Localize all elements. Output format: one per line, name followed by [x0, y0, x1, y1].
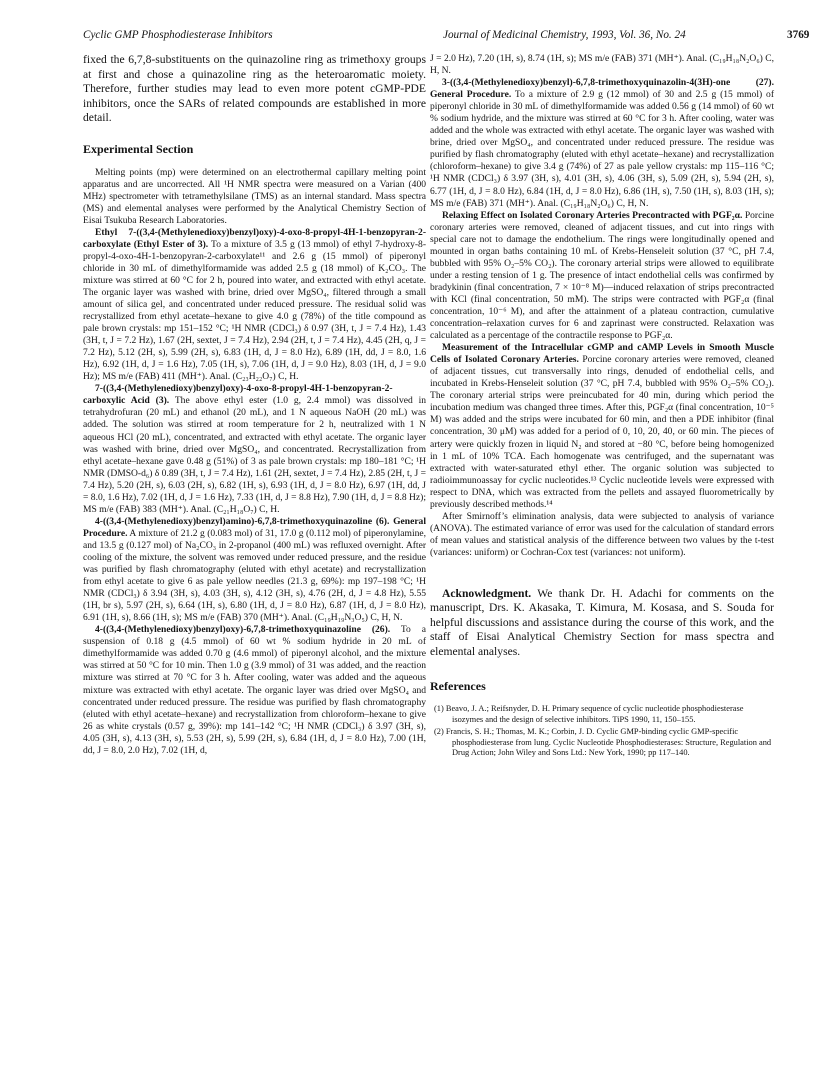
procedure-title: Ethyl 7-((3,4-(Methylenedioxy)benzyl)oxy)-4-oxo-8-propyl-4H-1-benzopyran-2-carboxylate (Ethyl Ester of 3).	[83, 226, 426, 250]
acknowledgment-paragraph	[430, 587, 774, 659]
procedure-body: A mixture of 21.2 g (0.083 mol) of 31, 17.0 g (0.112 mol) of piperonylamine, and 13.5 g (0.127 mol) of Na₂CO₃ in 2-propanol (400 mL) was refluxed overnight. After cooling of the mixture, the solvent was removed under reduced pressure, and the residue was purified by flash chromatography (eluted with ethyl acetate) and recrystallization from ethyl acetate to give 6 as pale yellow needles (21.3 g, 69%): mp 197–198 °C; ¹H NMR (CDCl₃) δ 3.94 (3H, s), 4.03 (3H, s), 4.12 (3H, s), 4.76 (2H, d, J = 4.8 Hz), 5.55 (1H, br s), 5.97 (2H, s), 6.64 (1H, s), 6.80 (1H, d, J = 8.0 Hz), 6.87 (1H, d, J = 8.0 Hz), 6.91 (1H, s), 8.66 (1H, s); MS m/e (FAB) 370 (MH⁺). Anal. (C₁₉H₁₉N₃O₅) C, H, N.	[83, 527, 426, 624]
procedure-quinazoline-26	[83, 624, 426, 757]
statistics-paragraph: After Smirnoff’s elimination analysis, data were subjected to analysis of variance (ANOVA). The estimated variance of error was used for the calculation of standard errors of mean values and statistical analysis of the difference between two values by the t-test (variances: uniform) or Cochran-Cox test (variances: not uniform).	[430, 510, 774, 558]
procedure-body: The above ethyl ester (1.0 g, 2.4 mmol) was dissolved in tetrahydrofuran (20 mL) and ethanol (20 mL), and 1 N aqueous NaOH (20 mL) was added. The solution was stirred at room temperature for 2 h, neutralized with 1 N aqueous HCl (20 mL), concentrated, and extracted with ethyl acetate. The organic layer was washed with brine, dried over MgSO₄, and concentrated. Recrystallization from ethyl acetate–hexane gave 0.48 g (51%) of 3 as pale brown crystals: mp 180–181 °C; ¹H NMR (DMSO-d₆) δ 0.89 (3H, t, J = 7.4 Hz), 1.61 (2H, sextet, J = 7.4 Hz), 2.85 (2H, t, J = 7.4 Hz), 5.20 (2H, s), 6.03 (2H, s), 6.82 (1H, s), 6.93 (1H, d, J = 8.0 Hz), 6.97 (1H, dd, J = 8.0, 1.6 Hz), 7.02 (1H, d, J = 1.6 Hz), 7.33 (1H, d, J = 8.8 Hz), 7.90 (1H, d, J = 8.8 Hz); MS m/e (FAB) 383 (MH⁺). Anal. (C₂₁H₁₈O₇) C, H.	[83, 395, 426, 515]
procedure-title: 4-((3,4-(Methylenedioxy)benzyl)oxy)-6,7,8-trimethoxyquinazoline (26).	[95, 624, 391, 636]
procedure-body: Porcine coronary arteries were removed, cleaned of adjacent tissues, cut transversally into rings, denuded of endothelial cells, and incubated in Krebs-Henseleit solution (37 °C, pH 7.4, bubbled with 95% O₂–5% CO₂). The coronary arterial strips were preincubated for 40 min, during which period the incubation medium was changed three times. After this, PGF₂α (final concentration, 10⁻⁵ M) was added and the strips were incubated for 60 min, and then a PDE inhibitor (final concentration, 30 μM) was added for a period of 0, 10, 20, 40, or 60 min. The pieces of artery were quickly frozen in liquid N₂ and stored at −80 °C, before being homogenized in 1 mL of 10% TCA. Each homogenate was centrifuged, and the supernatant was extracted with water-saturated ethyl ether. The organic solution was subjected to radioimmunoassay for cyclic nucleotides.¹³ Cyclic nucleotide levels were expressed with respect to DNA, which was extracted from the pellets and assayed fluorometrically by previously described methods.¹⁴	[430, 354, 774, 510]
procedure-body: To a mixture of 3.5 g (13 mmol) of ethyl 7-hydroxy-8-propyl-4-oxo-4H-1-benzopyran-2-carboxylate¹¹ and 2.6 g (15 mmol) of piperonyl chloride in 30 mL of dimethylformamide was added 2.5 g (18 mmol) of K₂CO₃. The mixture was stirred at 60 °C for 2 h, poured into water, and extracted with ethyl acetate. The organic layer was washed with brine, dried over MgSO₄, filtered through a small amount of silica gel, and concentrated under reduced pressure. The residual solid was recrystallized from ethyl acetate–hexane to give 4.0 g (78%) of the title compound as pale brown crystals: mp 151–152 °C; ¹H NMR (CDCl₃) δ 0.97 (3H, t, J = 7.4 Hz), 1.43 (3H, t, J = 7.2 Hz), 1.67 (2H, sextet, J = 7.4 Hz), 2.94 (2H, t, J = 7.4 Hz), 4.45 (2H, q, J = 7.2 Hz), 5.12 (2H, s), 5.99 (2H, s), 6.83 (1H, d, J = 8.0 Hz), 6.89 (1H, dd, J = 8.0, 1.6 Hz), 6.92 (1H, d, J = 1.6 Hz), 7.05 (1H, s), 7.06 (1H, d, J = 9.0 Hz), 8.03 (1H, d, J = 9.0 Hz); MS m/e (FAB) 411 (MH⁺). Anal. (C₂₃H₂₂O₇) C, H.	[83, 238, 426, 383]
intro-paragraph: fixed the 6,7,8-substituents on the quinazoline ring as trimethoxy groups at first and chose a quinazoline ring as the heteroaromatic moiety. Therefore, further studies may lead to even more potent cGMP-PDE inhibitors, once the SARs of related compounds are established in more detail.	[83, 53, 426, 124]
continued-paragraph: J = 2.0 Hz), 7.20 (1H, s), 8.74 (1H, s); MS m/e (FAB) 371 (MH⁺). Anal. (C₁₉H₁₈N₂O₆) C, H, N.	[430, 53, 774, 77]
reference-item: (1) Beavo, J. A.; Reifsnyder, D. H. Primary sequence of cyclic nucleotide phosphodiesterase isozymes and the design of selective inhibitors. TiPS 1990, 11, 150–155.	[434, 704, 744, 724]
measurement-paragraph	[430, 342, 774, 511]
procedure-body: To a suspension of 0.18 g (4.5 mmol) of 60 wt % sodium hydride in 20 mL of dimethylformamide was added 0.70 g (4.6 mmol) of piperonyl alcohol, and the mixture was stirred at 50 °C for 10 min. Then 1.0 g (3.9 mmol) of 31 was added, and the reaction mixture was stirred at 70 °C for 3 h. After cooling, water was added and the aqueous mixture was extracted with ethyl acetate. The organic layer was dried over MgSO₄ and concentrated under reduced pressure. The residue was purified by flash chromatography (eluted with ethyl acetate–hexane) and recrystallization from chloroform–hexane to give 26 as white crystals (0.57 g, 39%): mp 141–142 °C; ¹H NMR (CDCl₃) δ 3.97 (3H, s), 4.05 (3H, s), 4.13 (3H, s), 5.53 (2H, s), 5.99 (2H, s), 6.84 (1H, d, J = 8.0 Hz), 7.00 (1H, dd, J = 8.0, 2.0 Hz), 7.02 (1H, d,	[83, 624, 426, 756]
methods-paragraph: Melting points (mp) were determined on an electrothermal capillary melting point apparatus and are uncorrected. All ¹H NMR spectra were measured on a Varian (400 MHz) spectrometer with tetramethylsilane (TMS) as an internal standard. Mass spectra (MS) and elemental analyses were performed by the Analytical Chemistry Section of Eisai Tsukuba Research Laboratories.	[83, 166, 426, 226]
page-number: 3769	[787, 29, 810, 41]
procedure-body: To a mixture of 2.9 g (12 mmol) of 30 and 2.5 g (15 mmol) of piperonyl chloride in 30 mL of dimethylformamide was added 0.56 g (14 mmol) of 60 wt % sodium hydride, and the mixture was stirred at 60 °C for 3 h. After cooling, water was added and the whole was extracted with ethyl acetate. The organic layer was washed with brine, dried over MgSO₄, and concentrated under reduced pressure. The residue was purified by flash chromatography (eluted with ethyl acetate–hexane) and recrystallization (chloroform–hexane) to give 3.4 g (74%) of 27 as pale yellow crystals: mp 115–116 °C; ¹H NMR (CDCl₃) δ 3.97 (3H, s), 4.01 (3H, s), 4.06 (3H, s), 5.09 (2H, s), 5.94 (2H, s), 6.77 (1H, d, J = 8.0 Hz), 6.84 (1H, d, J = 8.0 Hz), 6.86 (1H, s), 7.50 (1H, s), 8.03 (1H, s); MS m/e (FAB) 371 (MH⁺). Anal. (C₁₉H₁₈N₂O₆) C, H, N.	[430, 89, 774, 209]
procedure-quinazoline-6	[83, 516, 426, 624]
left-column	[83, 53, 426, 757]
procedure-title: Relaxing Effect on Isolated Coronary Arteries Precontracted with PGF₂α.	[442, 209, 743, 221]
acknowledgment-body: We thank Dr. H. Adachi for comments on the manuscript, Drs. K. Akasaka, T. Kimura, M. Kosasa, and S. Souda for helpful discussions and assistance during the course of this work, and the staff of Eisai Analytical Chemistry Section for mass spectra and elemental analyses.	[430, 586, 774, 658]
procedure-quinazolinone-27	[430, 77, 774, 210]
right-column	[430, 53, 774, 759]
running-header-title: Cyclic GMP Phosphodiesterase Inhibitors	[83, 29, 273, 41]
procedure-title: 4-((3,4-(Methylenedioxy)benzyl)amino)-6,7,8-trimethoxyquinazoline (6). General Procedure.	[83, 515, 426, 539]
acknowledgment-title: Acknowledgment.	[442, 586, 532, 600]
procedure-body: Porcine coronary arteries were removed, cleaned of adjacent tissues, and cut into rings with special care not to damage the endothelium. The rings were longitudinally opened and mounted in organ baths containing 10 mL of Krebs-Henseleit solution (37 °C, pH 7.4, bubbled with 95% O₂–5% CO₂). The coronary arterial strips were allowed to equilibrate under a resting tension of 1 g. The presence of intact endothelial cells was confirmed by bradykinin (final concentration, 7 × 10⁻⁸ M)—induced relaxation of strips precontracted with KCl (final concentration, 50 mM). The strips were contracted with PGF₂α (final concentration, 10⁻⁶ M), and after the attainment of a plateau contraction, cumulative concentration–relaxation curves for 6 and zaprinast were constructed. Relaxation was calculated as a percentage of the contractile response to PGF₂α.	[430, 209, 774, 342]
running-header-journal: Journal of Medicinal Chemistry, 1993, Vol. 36, No. 24	[443, 29, 686, 41]
procedure-title: 7-((3,4-(Methylenedioxy)benzyl)oxy)-4-oxo-8-propyl-4H-1-benzopyran-2-carboxylic Acid (3).	[83, 383, 393, 407]
reference-item: (2) Francis, S. H.; Thomas, M. K.; Corbin, J. D. Cyclic GMP-binding cyclic GMP-specific phosphodiesterase from lung. Cyclic Nucleotide Phosphodiesterases: Structure, Regulation and Drug Action; John Wiley and Sons Ltd.: New York, 1990; pp 117–140.	[434, 727, 772, 758]
procedure-ethyl-ester	[83, 227, 426, 384]
section-heading-experimental: Experimental Section	[83, 141, 194, 156]
procedure-acid-3	[83, 383, 426, 516]
procedure-title: 3-((3,4-(Methylenedioxy)benzyl)-6,7,8-trimethoxyquinazolin-4(3H)-one (27). General Procedure.	[430, 77, 774, 101]
procedure-title: Measurement of the Intracellular cGMP and cAMP Levels in Smooth Muscle Cells of Isolated Coronary Arteries.	[430, 342, 774, 366]
references-heading: References	[430, 679, 486, 693]
relaxing-effect-paragraph	[430, 210, 774, 343]
